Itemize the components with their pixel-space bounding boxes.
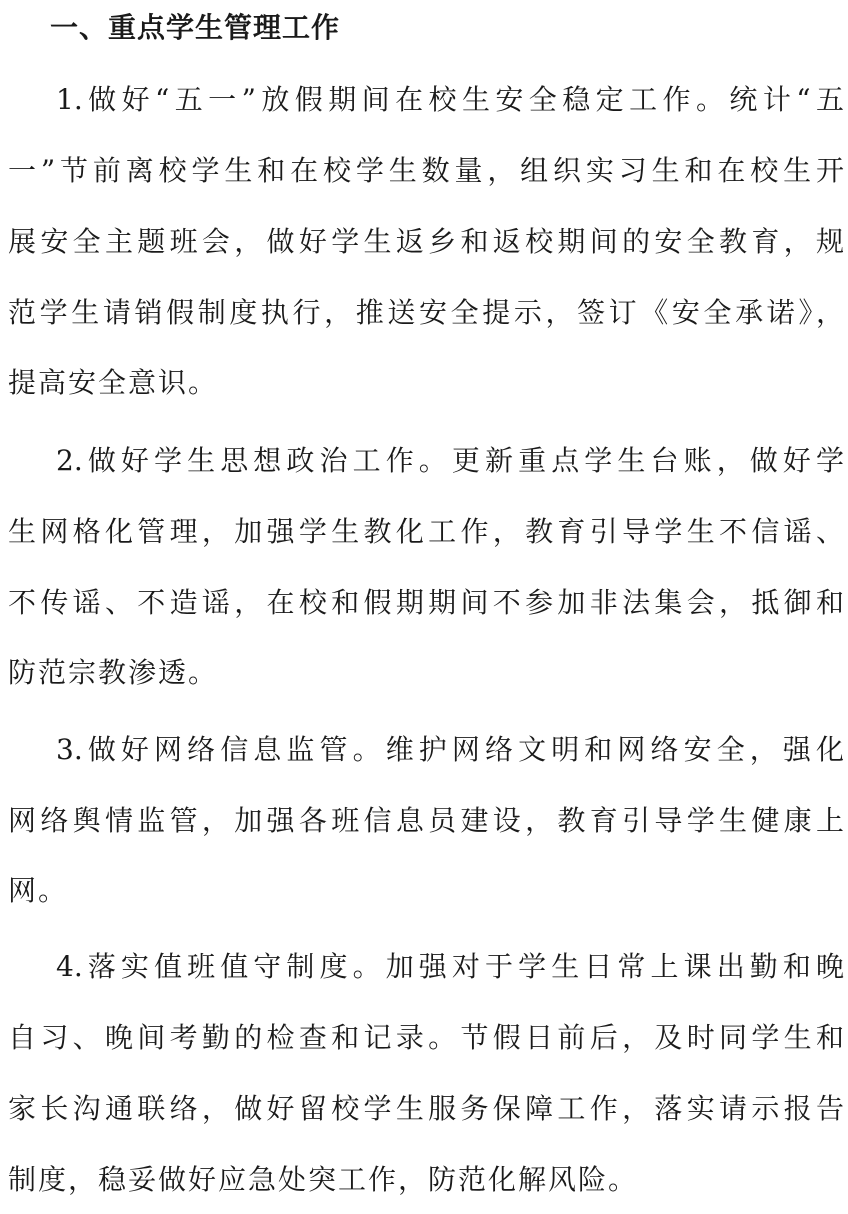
paragraph-line: 制度，稳妥做好应急处突工作，防范化解风险。 <box>8 1163 639 1196</box>
paragraph-line: 生网格化管理，加强学生教化工作，教育引导学生不信谣、 <box>8 515 844 548</box>
paragraph-line: 不传谣、不造谣，在校和假期期间不参加非法集会，抵御和 <box>8 586 844 619</box>
paragraph-line: 提高安全意识。 <box>8 366 219 399</box>
paragraph-line: 家长沟通联络，做好留校学生服务保障工作，落实请示报告 <box>8 1092 844 1125</box>
section-heading: 一、重点学生管理工作 <box>50 11 341 44</box>
paragraph-line: 展安全主题班会，做好学生返乡和返校期间的安全教育，规 <box>8 225 844 258</box>
paragraph-line: 防范宗教渗透。 <box>8 656 219 689</box>
paragraph-line: 4.落实值班值守制度。加强对于学生日常上课出勤和晚 <box>56 950 844 983</box>
paragraph-line: 网络舆情监管，加强各班信息员建设，教育引导学生健康上 <box>8 804 844 837</box>
paragraph-line: 自习、晚间考勤的检查和记录。节假日前后，及时同学生和 <box>8 1021 844 1054</box>
paragraph-line: 3.做好网络信息监管。维护网络文明和网络安全，强化 <box>56 733 844 766</box>
paragraph-line: 网。 <box>8 874 69 907</box>
paragraph-line: 2.做好学生思想政治工作。更新重点学生台账，做好学 <box>56 444 844 477</box>
paragraph-line: 一”节前离校学生和在校学生数量，组织实习生和在校生开 <box>8 154 844 187</box>
paragraph-line: 1.做好“五一”放假期间在校生安全稳定工作。统计“五 <box>56 83 844 116</box>
paragraph-line: 范学生请销假制度执行，推送安全提示，签订《安全承诺》， <box>8 296 844 329</box>
